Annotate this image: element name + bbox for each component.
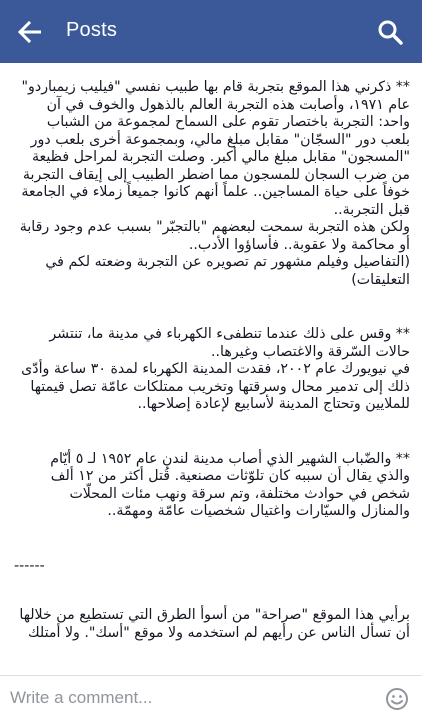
smiley-icon (385, 687, 409, 711)
post-paragraph: برأيي هذا الموقع "صراحة" من أسوأ الطرق التي تستطيع من خلالها أن تسأل الناس عن رأيهم لم استخدمه ولا موقع "أسك". ولا أمتلك (14, 607, 410, 641)
back-button[interactable] (10, 14, 50, 50)
top-bar (0, 0, 422, 63)
post-divider: ------ (14, 557, 45, 574)
post-paragraph: ** وقس على ذلك عندما تنطفىء الكهرباء في مدينة ما، تنتشر حالات السّرقة والاغتصاب وغيرها.. في نيويورك عام ٢٠٠٢، فقدت المدينة الكهرباء لمدة ٣٠ ساعة وأدّى ذلك إلى تدمير محال وسرقتها وتخريب ممتلكات عامّة تصل قيمتها للملايين وتحتاج المدينة لأسابيع لإعادة إصلاحها.. (21, 326, 410, 412)
post-content (0, 63, 422, 675)
post-body (14, 79, 410, 675)
comment-input[interactable] (10, 684, 360, 712)
arrow-left-icon (18, 21, 42, 43)
search-button[interactable] (370, 14, 410, 50)
emoji-button[interactable] (384, 686, 410, 712)
post-paragraph: ** ذكرني هذا الموقع بتجربة قام بها طبيب نفسي "فيليب زيمباردو" عام ١٩٧١، وأصابت هذه التجربة العالم بالذهول والخوف في آن واحد: التجربة باختصار تقوم على السماح لمجموعة من الشباب بلعب دور "السجّان" مقابل مبلغ مالي، وبمجموعة أخرى بلعب دور "المسجون" مقابل مبلغ مالي أكبر. وصلت التجربة لمراحل فظيعة من ضرب السجان للمسجون مما اضطر الطبيب إلى إيقاف التجربة خوفاً على حياة المساجين.. علماً أنهم كانوا جميعاً زملاء في الجامعة قبل التجربة.. ولكن هذه التجربة سمحت لبعضهم "بالتجبّر" بسبب عدم وجود رقابة أو محاكمة ولا عقوبة.. فأساؤوا الأدب.. (التفاصيل وفيلم مشهور تم تصويره عن التجربة وضعته لكم في التعليقات) (19, 79, 410, 288)
page-title: Posts (66, 19, 118, 41)
search-icon (377, 19, 403, 45)
comment-composer (0, 675, 422, 720)
post-paragraph: ** والضّباب الشهير الذي أصاب مدينة لندن عام ١٩٥٢ لـ ٥ أيّام والذي يقال أن سببه كان تلوّثات مصنعية. قُتل أكثر من ١٢ ألف شخص في حوادث مختلفة، وتم سرقة ونهب مئات المحلّات والمنازل والسيّارات واغتيال شخصيات عامّة ومهمّة.. (45, 450, 410, 519)
